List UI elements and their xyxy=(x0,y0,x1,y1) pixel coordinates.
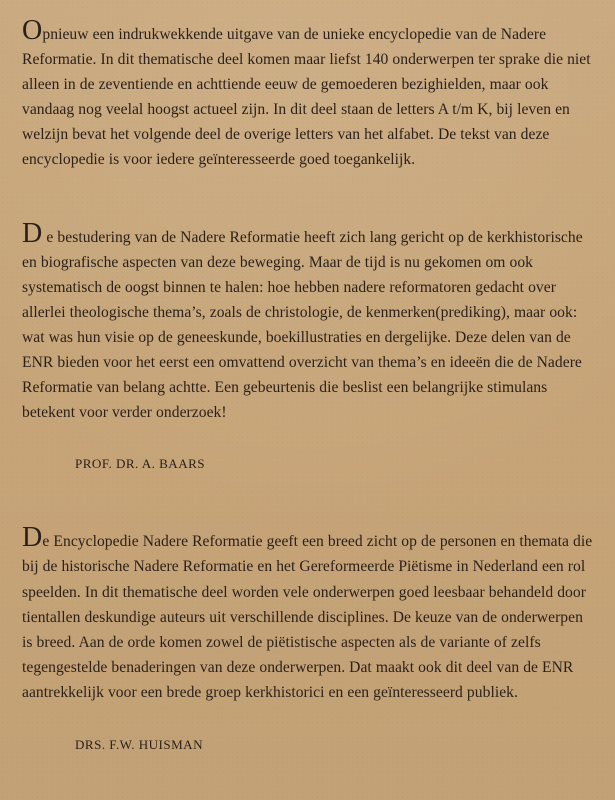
blurb-paragraph-3 xyxy=(22,522,596,705)
drop-cap-initial-2: D xyxy=(22,217,43,249)
blurb-paragraph-2 xyxy=(22,217,596,426)
blurb-paragraph-1 xyxy=(22,15,596,173)
attribution-drs-fw-huisman: DRS. F.W. HUISMAN xyxy=(75,736,203,752)
drop-cap-initial-1: O xyxy=(22,15,43,46)
blurb-paragraph-3-body: e Encyclopedie Nadere Reformatie geeft een breed zicht op de personen en themata die bij de historische Nadere Reformatie en het Gereformeerde Piëtisme in Nederland een rol speelden. In dit thematische deel worden vele onderwerpen goed leesbaar behandeld door tientallen deskundige auteurs uit verschillende disciplines. De keuze van de onderwerpen is breed. Aan de orde komen zowel de piëtistische aspecten als de variante of zelfs tegengestelde benaderingen van deze onderwerpen. Dat maakt ook dit deel van de ENR aantrekkelijk voor een brede groep kerkhistorici en een geïnteresseerd publiek. xyxy=(22,533,593,701)
blurb-paragraph-2-body: e bestudering van de Nadere Reformatie heeft zich lang gericht op de kerkhistorische en biografische aspecten van deze beweging. Maar de tijd is nu gekomen om ook systematisch de oogst binnen te halen: hoe hebben nadere reformatoren gedacht over allerlei theologische thema’s, zoals de christologie, de kenmerken(prediking), maar ook: wat was hun visie op de geneeskunde, boekillustraties en dergelijke. Deze delen van de ENR bieden voor het eerst een omvattend overzicht van thema’s en ideeën die de Nadere Reformatie van belang achtte. Een gebeurtenis die beslist een belangrijke stimulans betekent voor verder onderzoek! xyxy=(22,228,583,422)
blurb-content xyxy=(0,15,615,755)
drop-cap-initial-3: D xyxy=(22,522,43,554)
attribution-prof-dr-a-baars: PROF. DR. A. BAARS xyxy=(75,456,206,472)
blurb-paragraph-1-body: pnieuw een indrukwekkende uitgave van de unieke encyclopedie van de Nadere Reformatie. In dit thematische deel komen maar liefst 140 onderwerpen ter sprake die niet alleen in de zeventiende en achttiende eeuw de gemoederen bezighielden, maar ook vandaag nog veelal hoogst actueel zijn. In dit deel staan de letters A t/m K, bij leven en welzijn bevat het volgende deel de overige letters van het alfabet. De tekst van deze encyclopedie is voor iedere geïnteresseerde goed toegankelijk. xyxy=(22,26,591,169)
